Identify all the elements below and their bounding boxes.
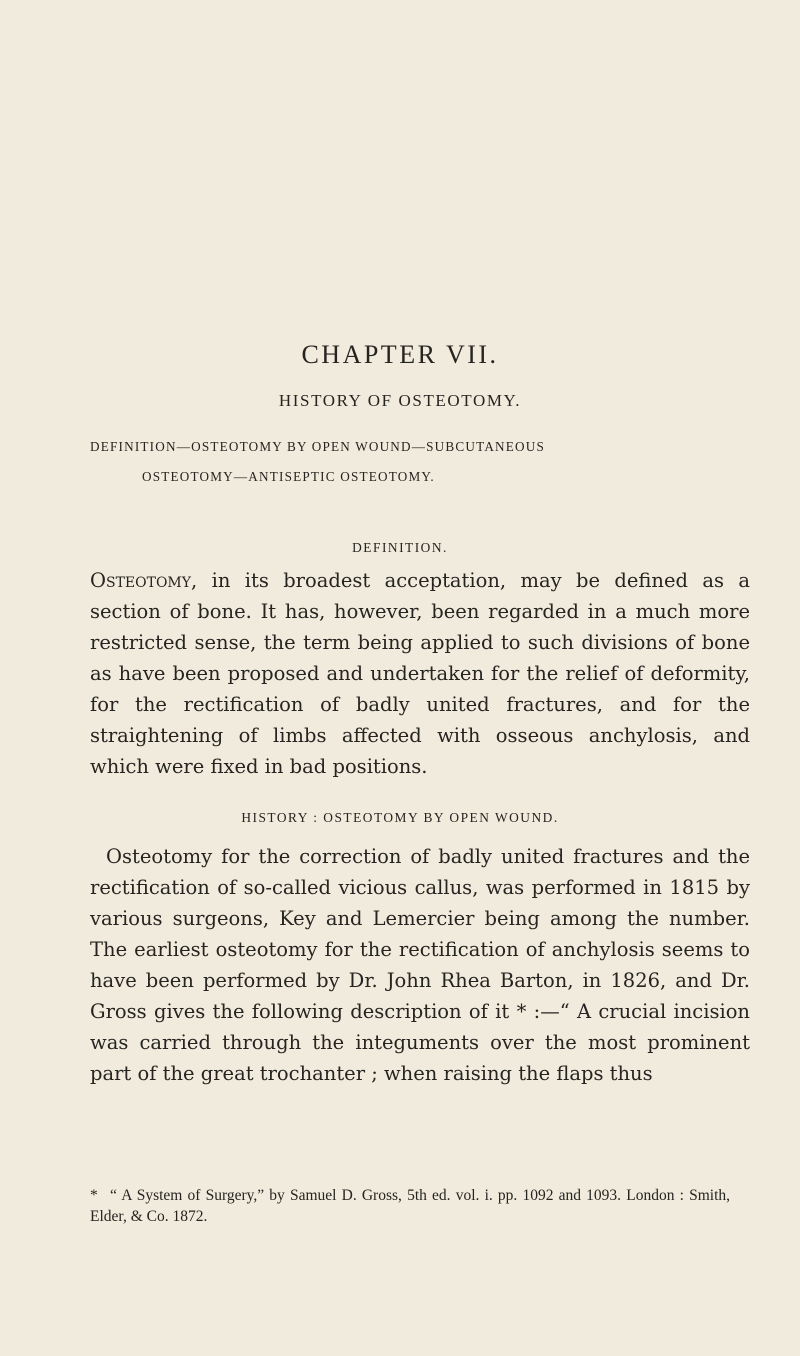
footnote-text: “ A System of Surgery,” by Samuel D. Gross, 5th ed. vol. i. pp. 1092 and 1093. London : Smith, Elder, & Co. 1872. (90, 1187, 730, 1225)
paragraph-body: Osteotomy for the correction of badly united fractures and the rectification of so-called vicious callus, was performed in 1815 by various surgeons, Key and Lemercier being among the number. The earliest osteotomy for the rectification of anchylosis seems to have been performed by Dr. John Rhea Barton, in 1826, and Dr. Gross gives the following description of it * :—“ A crucial incision was carried through the integuments over the most prominent part of the great trochanter ; when raising the flaps thus (90, 845, 750, 1085)
paragraph-body: in its broadest acceptation, may be defined as a section of bone. It has, however, been regarded in a much more restricted sense, the term being applied to such divisions of bone as have been proposed and undertaken for the relief of deformity, for the rectification of badly united fractures, and for the straightening of limbs affected with osseous anchylosis, and which were fixed in bad positions. (90, 569, 750, 778)
section-heading-history: HISTORY : OSTEOTOMY BY OPEN WOUND. (241, 810, 559, 825)
synopsis-line-2: OSTEOTOMY—ANTISEPTIC OSTEOTOMY. (142, 469, 435, 484)
footnote (90, 1185, 730, 1227)
definition-paragraph (90, 565, 750, 782)
chapter-title: HISTORY OF OSTEOTOMY. (278, 391, 522, 410)
footnote-mark: * (90, 1187, 98, 1204)
chapter-heading: CHAPTER VII. (301, 340, 499, 369)
section-heading-definition: DEFINITION. (352, 540, 448, 555)
paragraph-lead-word: Osteotomy, (90, 569, 198, 592)
history-paragraph (90, 841, 750, 1089)
chapter-synopsis (90, 432, 760, 492)
synopsis-line-1: DEFINITION—OSTEOTOMY BY OPEN WOUND—SUBCUTANEOUS (90, 439, 545, 454)
